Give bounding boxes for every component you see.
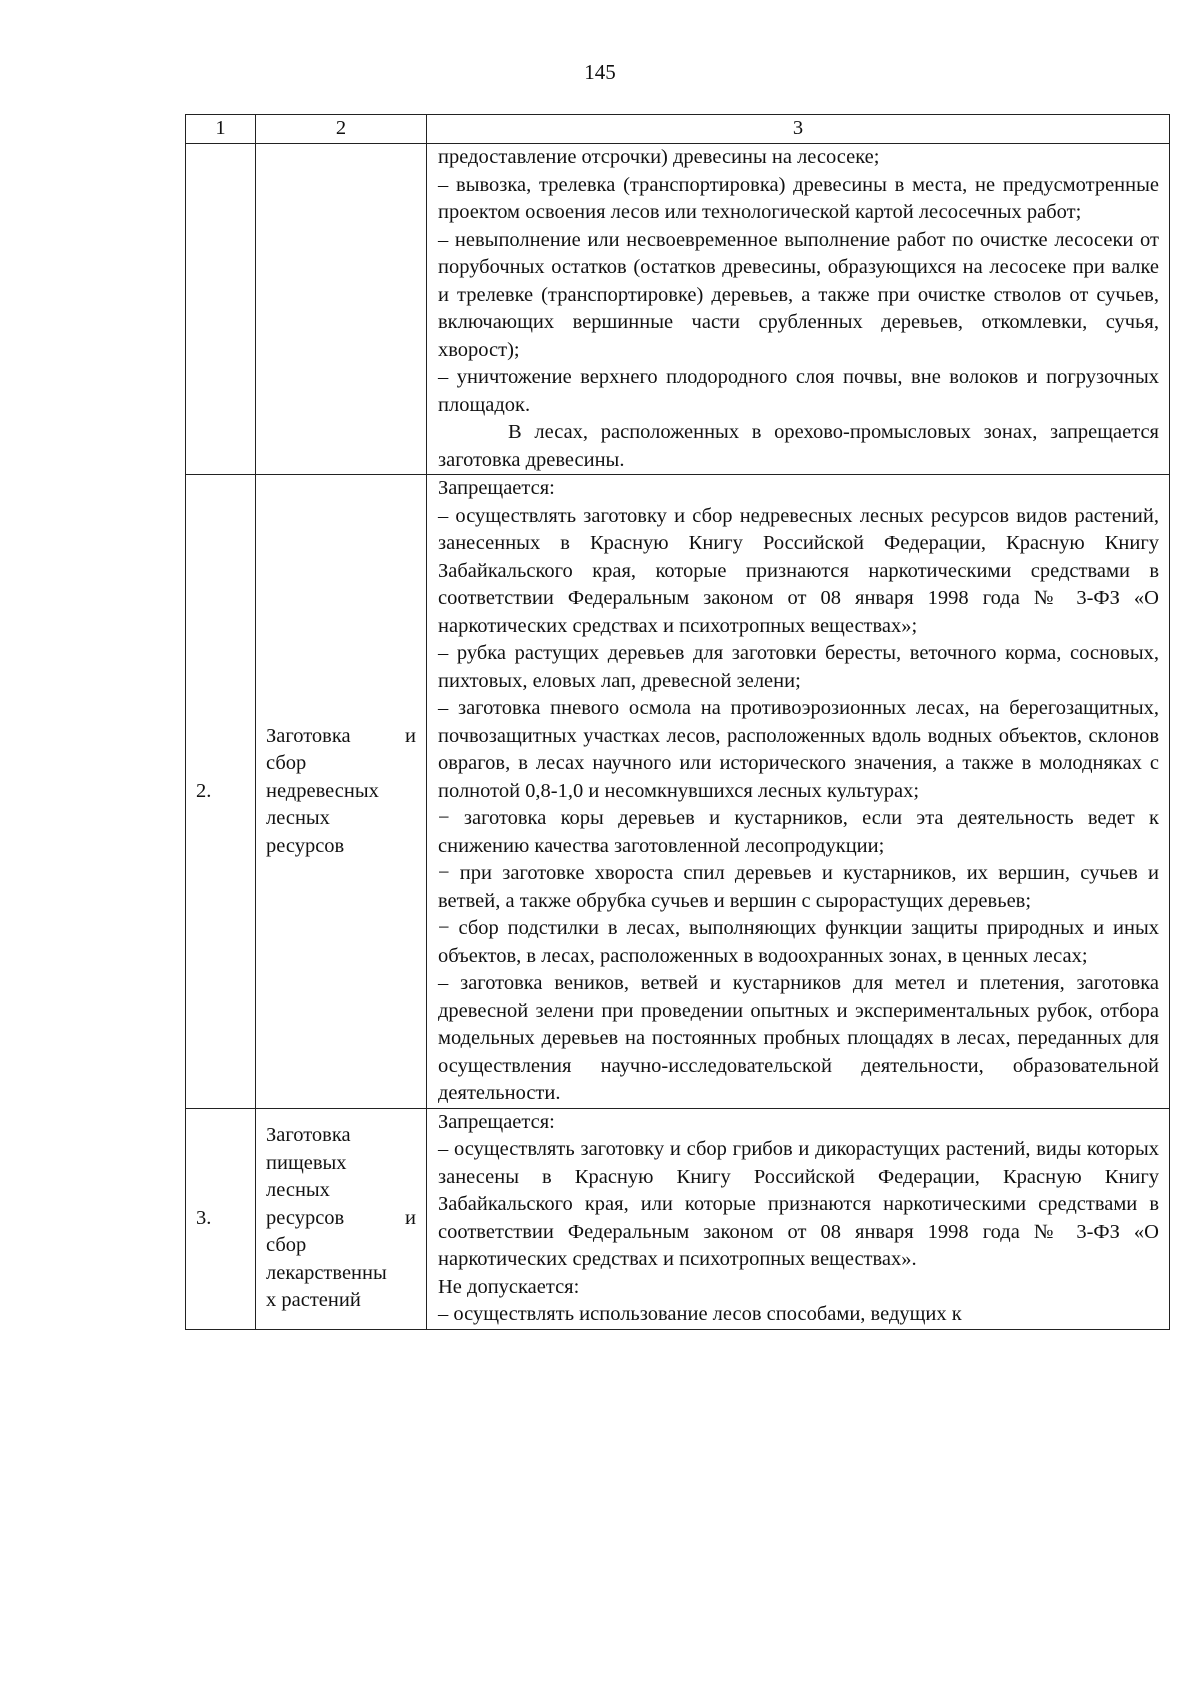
activity-name-line: лесных	[266, 1179, 330, 1202]
paragraph: – рубка растущих деревьев для заготовки бересты, веточного корма, сосновых, пихтовых, еловых лап, древесной зелени;	[438, 642, 1159, 692]
table-row	[186, 144, 1170, 475]
paragraph: предоставление отсрочки) древесины на лесосеке;	[438, 146, 880, 168]
activity-name-line: лесных	[266, 807, 330, 829]
activity-name-line: ресурсов	[266, 834, 345, 857]
header-col-1: 1	[186, 115, 256, 144]
paragraph: – осуществлять заготовку и сбор недревесных лесных ресурсов видов растений, занесенных в Красную Книгу Российской Федерации, Красную Книгу Забайкальского края, которые признаются наркотическими средствами в соответствии Федеральным законом от 08 января 1998 года № 3-ФЗ «О наркотических средствах и психотропных веществах»;	[438, 504, 1159, 637]
table-row	[186, 475, 1170, 1109]
row-content	[427, 144, 1170, 475]
paragraph: – уничтожение верхнего плодородного слоя почвы, вне волоков и погрузочных площадок.	[438, 366, 1159, 416]
row-number: 2.	[186, 475, 256, 1109]
paragraph: Запрещается:	[438, 477, 555, 499]
page-number: 145	[584, 60, 616, 84]
paragraph: Не допускается:	[438, 1275, 580, 1298]
paragraph: – осуществлять использование лесов способами, ведущих к	[438, 1303, 962, 1325]
paragraph: − заготовка коры деревьев и кустарников, если эта деятельность ведет к снижению качества заготовленной лесопродукции;	[438, 807, 1159, 857]
paragraph: – заготовка веников, ветвей и кустарников для метел и плетения, заготовка древесной зелени при проведении опытных и экспериментальных рубок, отбора модельных деревьев на постоянных пробных площадях в лесах, переданных для осуществления научно-исследовательской деятельности, образовательной деятельности.	[438, 972, 1159, 1104]
activity-name-line: ресурсов и	[266, 1206, 416, 1229]
header-col-3: 3	[427, 115, 1170, 144]
header-col-2: 2	[256, 115, 427, 144]
row-activity-name	[256, 144, 427, 475]
activity-name-line: лекарственны	[266, 1261, 387, 1284]
activity-name-line: Заготовка и	[266, 724, 416, 747]
row-activity-name	[256, 1108, 427, 1329]
paragraph: − сбор подстилки в лесах, выполняющих функции защиты природных и иных объектов, в лесах, расположенных в водоохранных зонах, в ценных лесах;	[438, 917, 1159, 967]
regulations-table	[185, 114, 1170, 1330]
activity-name-line: х растений	[266, 1289, 361, 1312]
paragraph: Запрещается:	[438, 1110, 555, 1133]
row-activity-name	[256, 475, 427, 1109]
activity-name-line: пищевых	[266, 1151, 347, 1174]
row-number: 3.	[186, 1108, 256, 1329]
paragraph: – осуществлять заготовку и сбор грибов и дикорастущих растений, виды которых занесены в Красную Книгу Российской Федерации, Красную Книгу Забайкальского края, или которые признаются наркотическими средствами в соответствии Федеральным законом от 08 января 1998 года № 3-ФЗ «О наркотических средствах и психотропных веществах».	[438, 1138, 1159, 1270]
activity-name-line: недревесных	[266, 779, 379, 802]
activity-name-line: сбор	[266, 752, 307, 774]
paragraph: – заготовка пневого осмола на противоэрозионных лесах, на берегозащитных, почвозащитных участках лесов, расположенных вдоль водных объектов, склонов оврагов, в лесах научного или исторического значения, а также в молодняках с полнотой 0,8-1,0 и несомкнувшихся лесных культурах;	[438, 697, 1159, 802]
paragraph: − при заготовке хвороста спил деревьев и кустарников, их вершин, сучьев и ветвей, а также обрубка сучьев и вершин с сырорастущих деревьев;	[438, 862, 1159, 912]
table-header-row	[186, 115, 1170, 144]
row-content	[427, 1108, 1170, 1329]
activity-name-line: Заготовка	[266, 1124, 351, 1147]
table-row	[186, 1108, 1170, 1329]
paragraph: – вывозка, трелевка (транспортировка) древесины в места, не предусмотренные проектом освоения лесов или технологической картой лесосечных работ;	[438, 173, 1159, 223]
activity-name-line: сбор	[266, 1234, 307, 1257]
paragraph: – невыполнение или несвоевременное выполнение работ по очистке лесосеки от порубочных остатков (остатков древесины, образующихся на лесосеке при валке и трелевке (транспортировке) деревьев, а также при очистке стволов от сучьев, включающих вершинные части срубленных деревьев, откомлевки, сучья, хворост);	[438, 228, 1159, 361]
row-number	[186, 144, 256, 475]
paragraph: В лесах, расположенных в орехово-промысловых зонах, запрещается заготовка древесины.	[438, 421, 1159, 471]
row-content	[427, 475, 1170, 1109]
